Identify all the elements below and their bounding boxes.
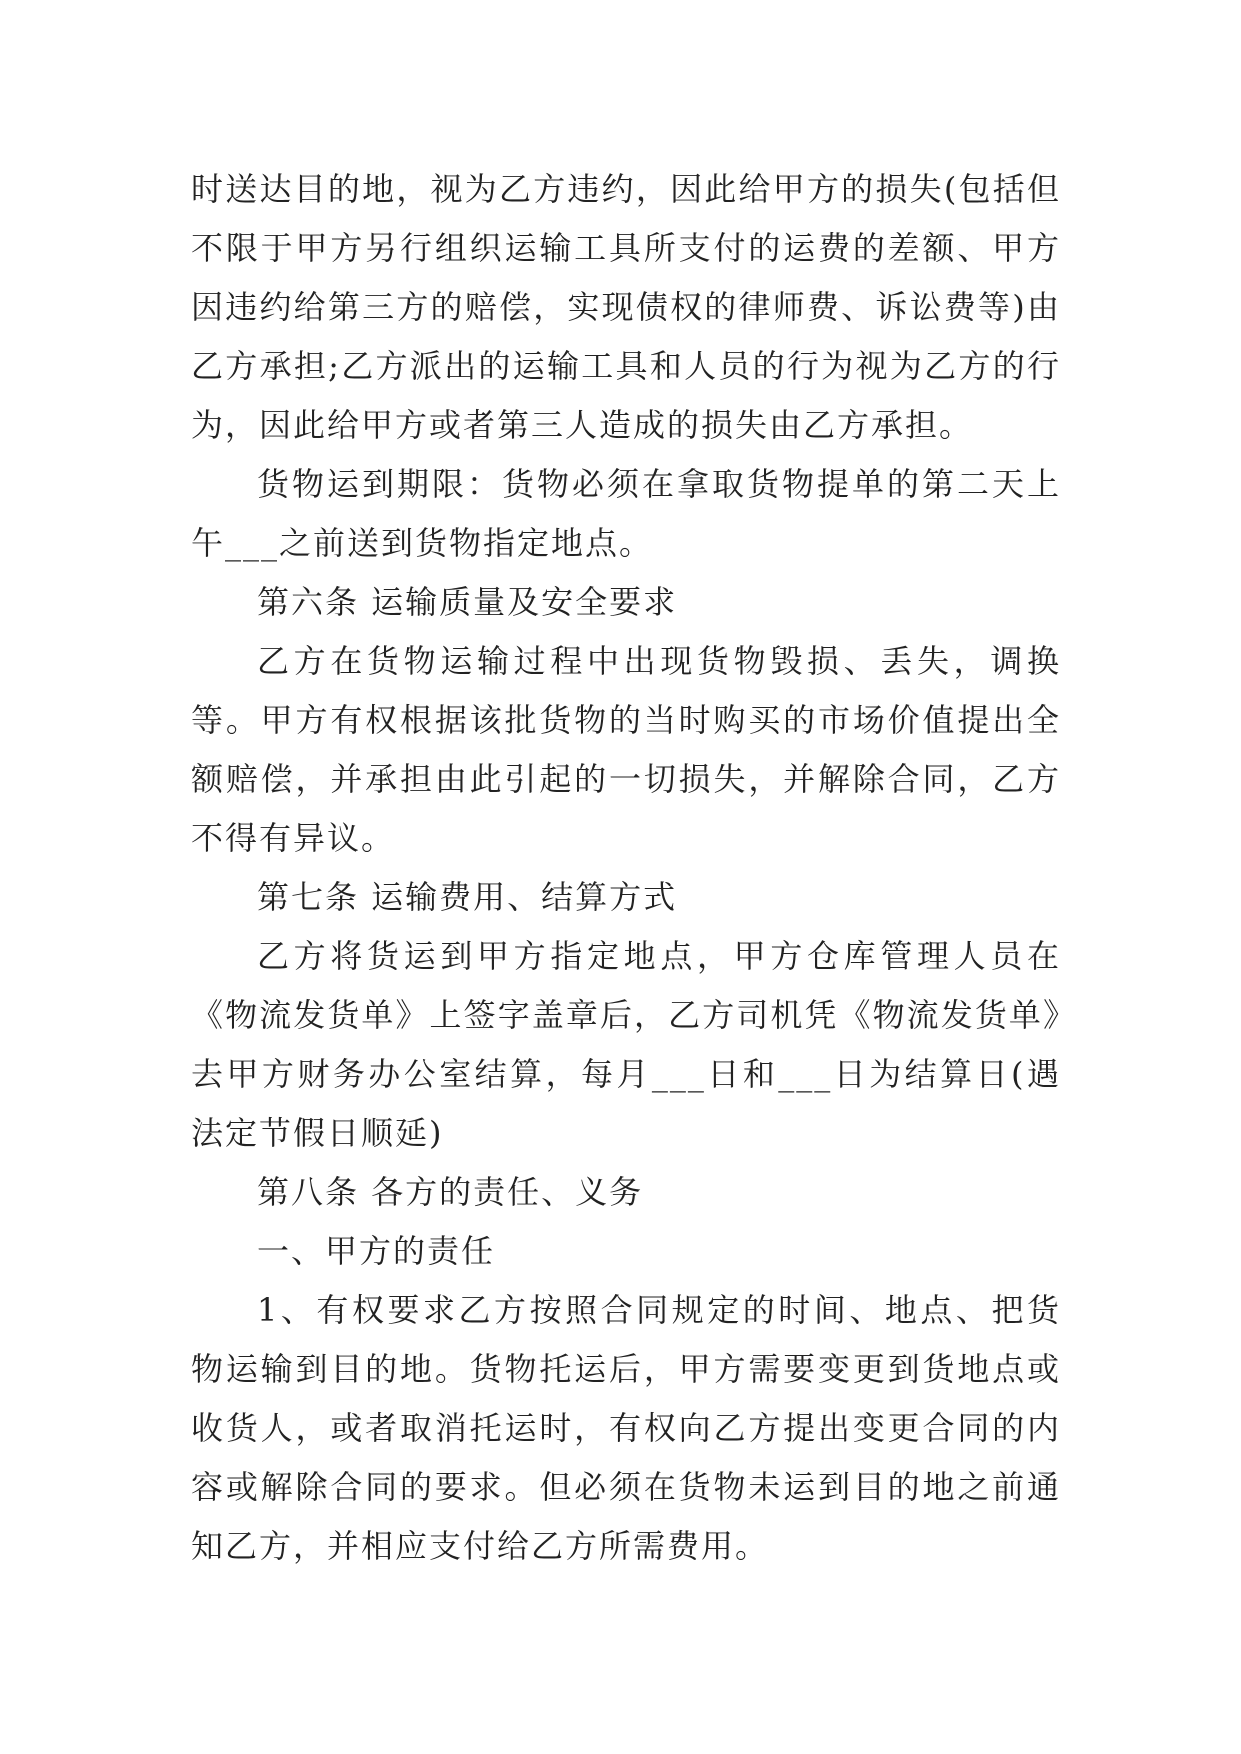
paragraph-party-a-rights: 1、有权要求乙方按照合同规定的时间、地点、把货物运输到目的地。货物托运后，甲方需要变更到货地点或收货人，或者取消托运时，有权向乙方提出变更合同的内容或解除合同的要求。但必须在货物未运到目的地之前通知乙方，并相应支付给乙方所需费用。 (191, 1291, 1061, 1565)
heading-party-a-duties: 一、甲方的责任 (257, 1232, 496, 1270)
document-body (191, 160, 1061, 1576)
heading-article-6: 第六条 运输质量及安全要求 (257, 583, 678, 621)
heading-article-8: 第八条 各方的责任、义务 (257, 1173, 644, 1211)
paragraph-delivery-deadline: 货物运到期限：货物必须在拿取货物提单的第二天上午___之前送到货物指定地点。 (191, 465, 1061, 562)
heading-article-7: 第七条 运输费用、结算方式 (257, 878, 678, 916)
paragraph-settlement: 乙方将货运到甲方指定地点，甲方仓库管理人员在《物流发货单》上签字盖章后，乙方司机凭《物流发货单》去甲方财务办公室结算，每月___日和___日为结算日(遇法定节假日顺延) (191, 937, 1061, 1152)
paragraph-quality-safety: 乙方在货物运输过程中出现货物毁损、丢失，调换等。甲方有权根据该批货物的当时购买的市场价值提出全额赔偿，并承担由此引起的一切损失，并解除合同，乙方不得有异议。 (191, 642, 1061, 857)
paragraph-liability-continued: 时送达目的地，视为乙方违约，因此给甲方的损失(包括但不限于甲方另行组织运输工具所支付的运费的差额、甲方因违约给第三方的赔偿，实现债权的律师费、诉讼费等)由乙方承担;乙方派出的运输工具和人员的行为视为乙方的行为，因此给甲方或者第三人造成的损失由乙方承担。 (191, 170, 1061, 444)
